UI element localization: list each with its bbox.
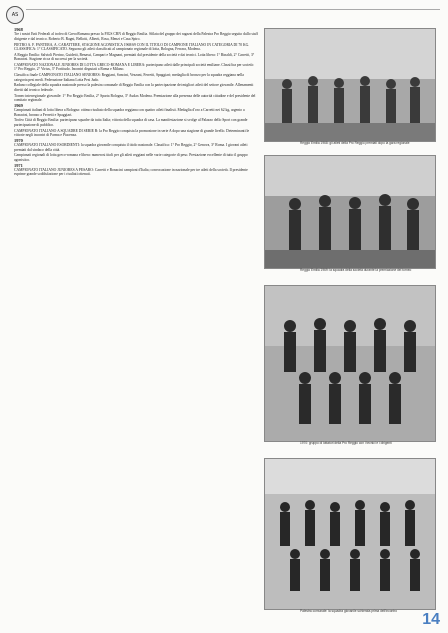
paragraph-text: PIETRO A. F. PANTERA, A. CARATTERE, STAGIONE AGONISTICA 1968/69 CON IL TITOLO DI CAMPIONE ITALIANO IN CATEGORIA DI 70 KG. CLASSIFICA: 1° CLASSIFICATO. Seguono gli atleti classificati al campionato regionale di lotta, Bologna, Ferrara, Modena. [14,42,250,52]
year-heading: 1968 [14,27,23,32]
paragraph-text: Torneo interregionale giovanile: 1° Pro Reggio Emilia, 2° Sparta Bologna, 3° Audax Modena. Premiazione alla presenza delle autorità cittadine e del presidente del comitato regionale. [14,93,256,103]
text-column [14,28,258,178]
year-heading: 1970 [14,137,23,143]
photo-image [265,459,435,609]
paragraph [14,73,258,82]
paragraph [14,53,258,62]
paragraph-text: Campionati regionali di lotta greco-romana e libera: numerosi titoli per gli atleti reggiani nelle varie categorie di peso. Prestazione eccellente di tutto il gruppo agonistico. [14,153,248,162]
paragraph [14,104,258,117]
paragraph [14,164,258,177]
paragraph [14,43,258,52]
paragraph-text: Tre i nostri Enti Federali al trofeo di GrecoRomana presso la FIGS CRN di Reggio Emilia. Sfilata del gruppo dei ragazzi della Palestra Pro Reggio seguito dallo staff dirigente e dal tecnico. Roberto B. Ragni, Bellotti, Alberti, Rosa, Menzi e Casa Spiro. [14,32,258,41]
paragraph-text: CAMPIONATO NAZIONALE JUNIORES DI LOTTA GRECO-ROMANA E LIBERA: partecipano atleti dalle principali società emiliane. Classifica per società: 1° Pro Reggio, 2° Virtus, 3° Fortitudo. Incontri disputati a Roma e Milano. [14,63,254,72]
paragraph [14,153,258,162]
paragraph-text: Trofeo Città di Reggio Emilia: partecipano squadre da tutta Italia; vittoria della squadra di casa. La manifestazione si svolge al Palazzo dello Sport con grande partecipazione di pubblico. [14,118,248,127]
paragraph [14,63,258,72]
paragraph-text: CAMPIONATO ITALIANO JUNIORES A PESARO: Carretti e Bonacini campioni d'Italia; convocazione in nazionale per tre atleti della società. Il presidente esprime grande soddisfazione per i risultati ottenuti. [14,168,248,177]
paragraph-text: Classifica finale CAMPIONATO ITALIANO SENIORES: Reggiani, Soncini, Vezzani, Ferretti, Spaggiari; medaglia di bronzo per la squadra reggiana nella categoria pesi medi. Federazione Italiana Lotta Pesi Judo. [14,73,244,82]
year-heading: 1971 [14,162,23,168]
paragraph-text: Raduno collegiale della squadra nazionale presso la palestra comunale di Reggio Emilia con la partecipazione dei migliori atleti del settore giovanile. Allenamenti diretti dal tecnico federale. [14,83,254,92]
paragraph [14,94,258,103]
photo-image [265,286,435,441]
paragraph-text: CAMPIONATO ITALIANO ESORDIENTI: la squadra giovanile conquista il titolo nazionale. Classifica: 1° Pro Reggio, 2° Genova, 3° Roma. I giovani atleti premiati dal sindaco della città. [14,143,248,152]
year-heading: 1969 [14,102,23,108]
paragraph-text: CAMPIONATO ITALIANO A SQUADRE DI SERIE B: la Pro Reggio conquista la promozione in serie A dopo una stagione di grande livello. Determinanti le vittorie negli incontri di Parma e Piacenza. [14,128,250,138]
paragraph [14,118,258,127]
photo-team-group [264,155,436,269]
photo-image [265,156,435,268]
photo-caption: 1970: gruppo di lottatori della Pro Reggio con i tecnici e i dirigenti [300,441,392,445]
photo-award-ceremony [264,28,436,142]
photo-caption: Reggio Emilia 1968: gli atleti della Pro Reggio premiati dopo la gara regionale [300,141,410,145]
paragraph [14,83,258,92]
paragraph [14,129,258,138]
society-logo: AS [6,6,24,24]
photo-image [265,29,435,141]
header-rule [26,9,440,10]
page-number: 14 [422,611,440,628]
paragraph-text: A Reggio Emilia: Salvioli Pierino, Guidetti, Benassi, Campari e Magnani, premiati dal presidente della società e dai tecnici. Lotta libera: 1° Rinaldi, 2° Carretti, 3° Bonacini. Stagione ricca di successi per la società. [14,52,255,62]
photo-youth-team [264,458,436,610]
paragraph-text: Campionati italiani di lotta libera a Bologna: ottimo risultato della squadra reggiana con quattro atleti finalisti. Medaglia d'oro a Carretti nei 62 kg, argento a Bonacini, bronzo a Ferretti e Spaggiari. [14,108,245,117]
photo-caption: Reggio Emilia 1969: la squadra della società durante la premiazione del torneo [300,268,412,272]
photo-caption: Palestra comunale: la squadra giovanile schierata prima dell'incontro [300,609,397,613]
paragraph [14,139,258,152]
photo-wrestlers [264,285,436,442]
paragraph [14,28,258,41]
